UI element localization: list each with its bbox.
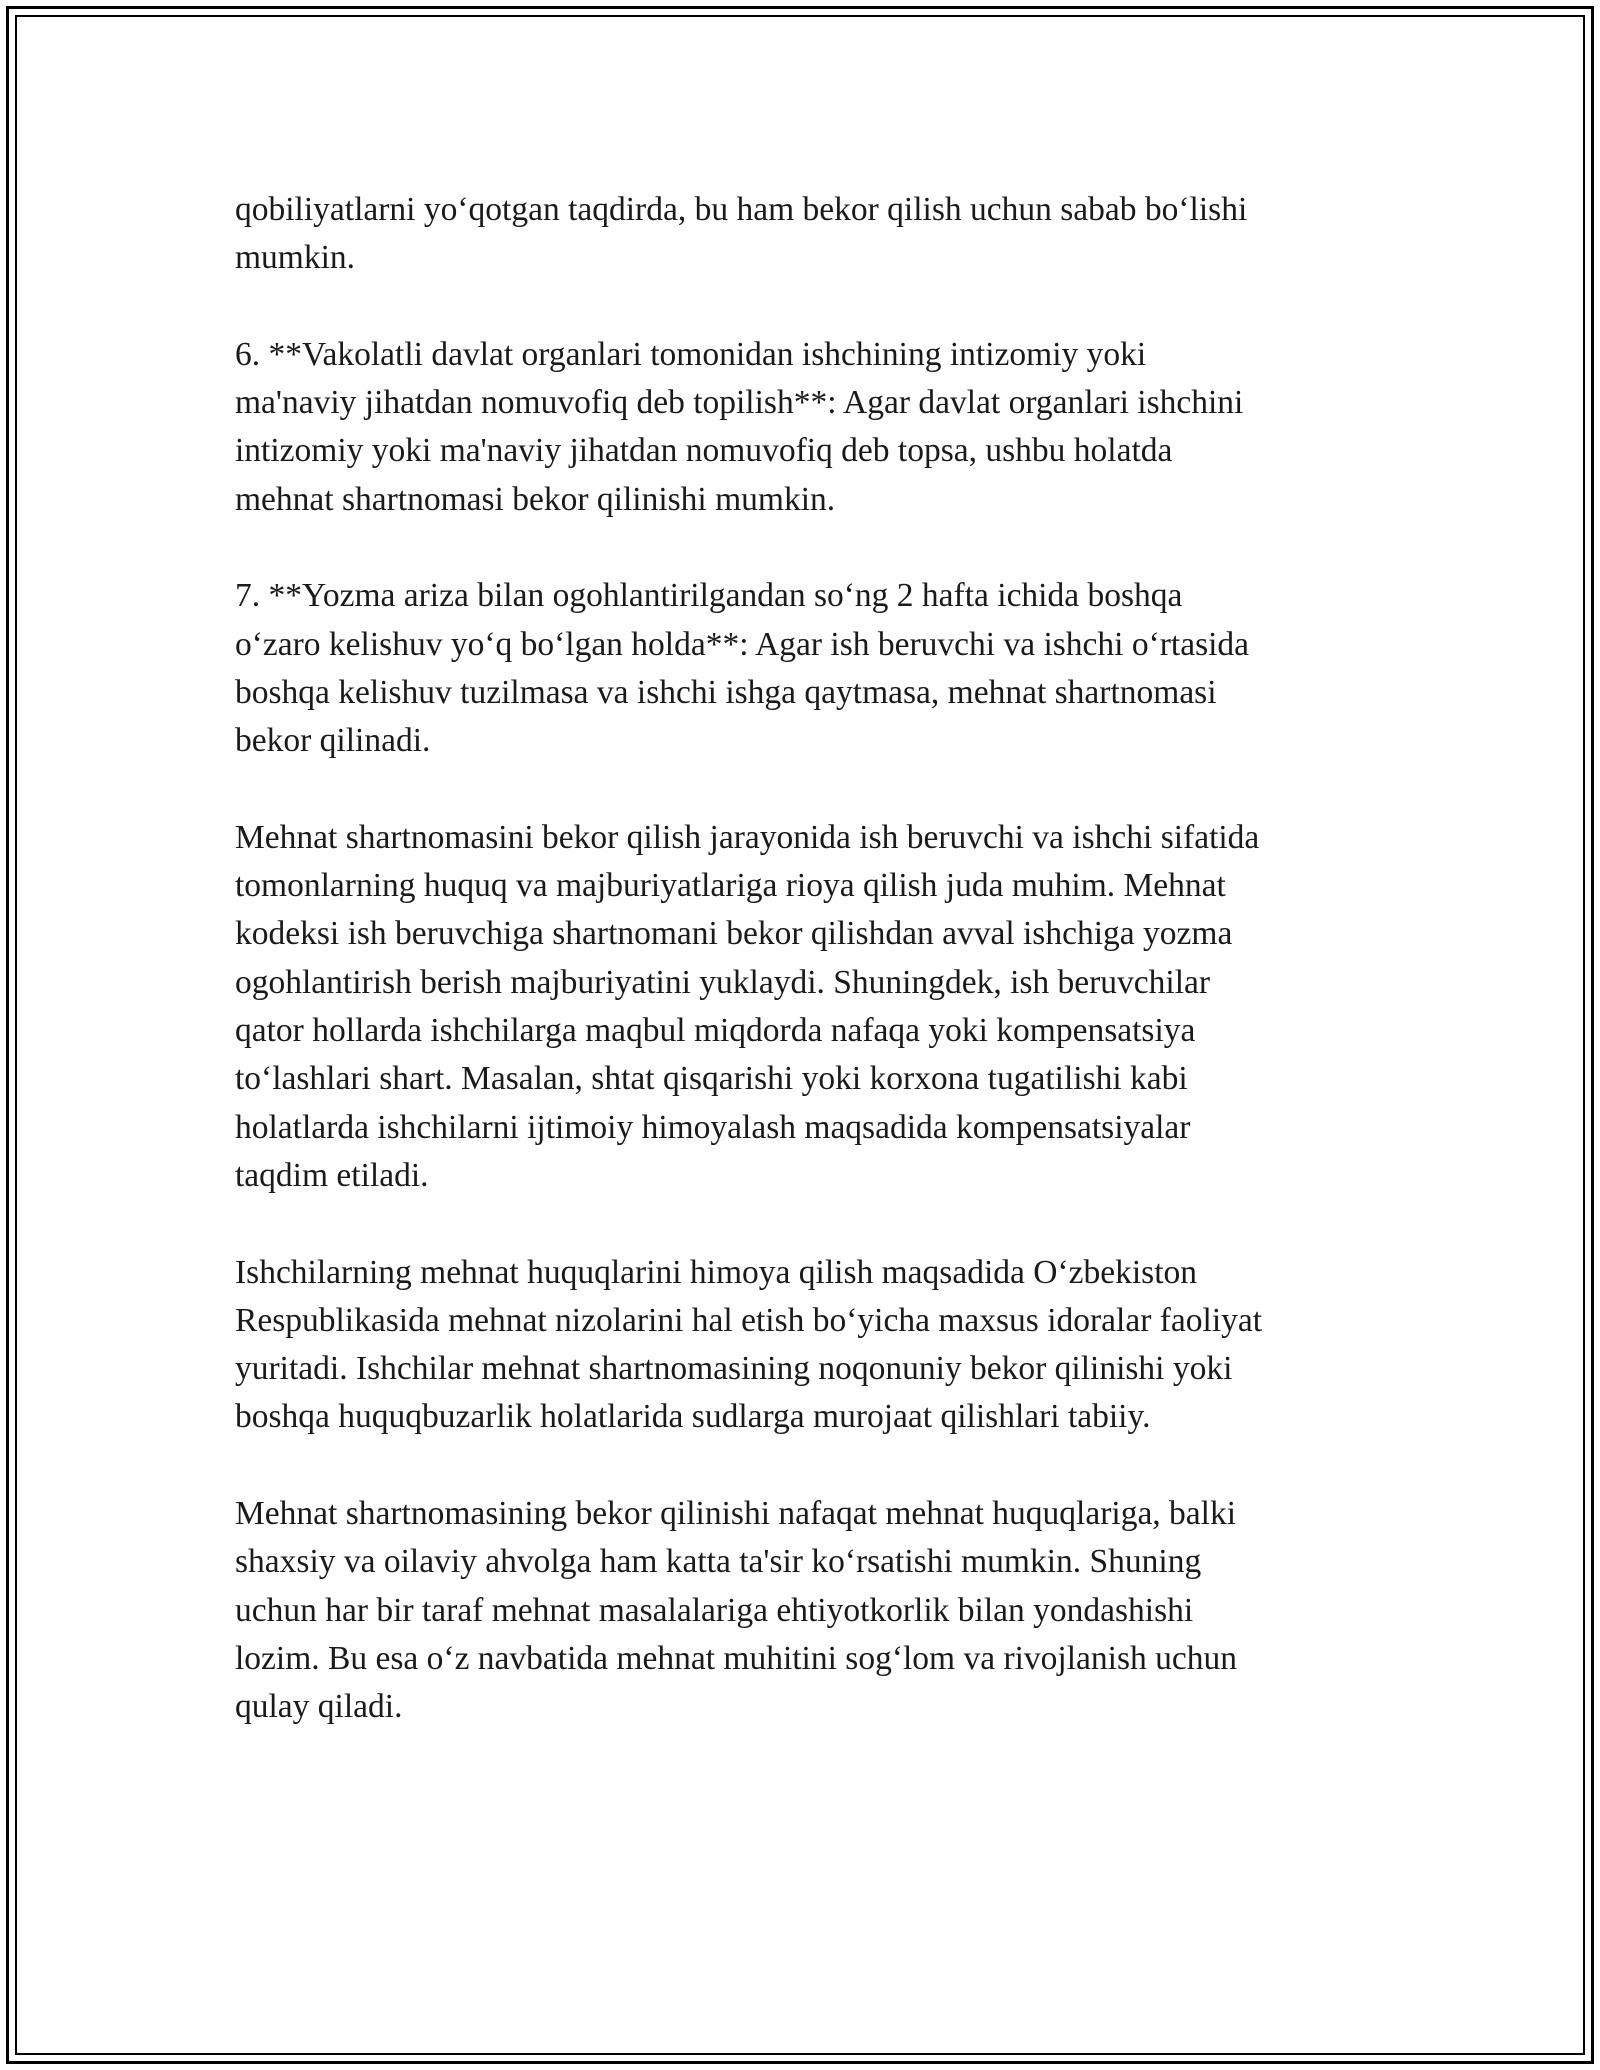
- text-line: qator hollarda ishchilarga maqbul miqdorda nafaqa yoki kompensatsiya: [235, 1012, 1196, 1050]
- text-line: tomonlarning huquq va majburiyatlariga rioya qilish juda muhim. Mehnat: [235, 867, 1226, 905]
- text-line: qulay qiladi.: [235, 1688, 403, 1726]
- text-line: Ishchilarning mehnat huquqlarini himoya qilish maqsadida O‘zbekiston: [235, 1253, 1197, 1291]
- text-line: holatlarda ishchilarni ijtimoiy himoyalash maqsadida kompensatsiyalar: [235, 1108, 1191, 1146]
- text-line: uchun har bir taraf mehnat masalalariga ehtiyotkorlik bilan yondashishi: [235, 1591, 1194, 1629]
- text-line: ma'naviy jihatdan nomuvofiq deb topilish**: Agar davlat organlari ishchini: [235, 384, 1244, 422]
- text-line: intizomiy yoki ma'naviy jihatdan nomuvofiq deb topsa, ushbu holatda: [235, 432, 1173, 470]
- text-line: Mehnat shartnomasini bekor qilish jarayonida ish beruvchi va ishchi sifatida: [235, 818, 1260, 856]
- text-line: lozim. Bu esa o‘z navbatida mehnat muhitini sog‘lom va rivojlanish uchun: [235, 1639, 1238, 1677]
- paragraph-conclusion: [235, 1490, 1370, 1731]
- text-line: yuritadi. Ishchilar mehnat shartnomasining noqonuniy bekor qilinishi yoki: [235, 1350, 1233, 1388]
- text-line: to‘lashlari shart. Masalan, shtat qisqarishi yoki korxona tugatilishi kabi: [235, 1060, 1188, 1098]
- text-line: 6. **Vakolatli davlat organlari tomonidan ishchining intizomiy yoki: [235, 335, 1147, 373]
- paragraph-continuation: [235, 186, 1370, 283]
- text-line: 7. **Yozma ariza bilan ogohlantirilgandan so‘ng 2 hafta ichida boshqa: [235, 577, 1183, 615]
- list-item-6: [235, 331, 1370, 524]
- text-line: taqdim etiladi.: [235, 1156, 429, 1194]
- text-line: o‘zaro kelishuv yo‘q bo‘lgan holda**: Agar ish beruvchi va ishchi o‘rtasida: [235, 625, 1250, 663]
- list-item-7: [235, 572, 1370, 765]
- text-line: bekor qilinadi.: [235, 722, 431, 760]
- text-line: boshqa huquqbuzarlik holatlarida sudlarga murojaat qilishlari tabiiy.: [235, 1398, 1151, 1436]
- document-body: [235, 186, 1370, 1732]
- text-line: mehnat shartnomasi bekor qilinishi mumkin.: [235, 480, 836, 518]
- text-line: qobiliyatlarni yo‘qotgan taqdirda, bu ham bekor qilish uchun sabab bo‘lishi: [235, 191, 1248, 228]
- text-line: kodeksi ish beruvchiga shartnomani bekor qilishdan avval ishchiga yozma: [235, 915, 1233, 953]
- text-line: shaxsiy va oilaviy ahvolga ham katta ta'sir ko‘rsatishi mumkin. Shuning: [235, 1543, 1202, 1581]
- paragraph-labor-disputes: [235, 1249, 1370, 1442]
- text-line: mumkin.: [235, 239, 356, 277]
- text-line: ogohlantirish berish majburiyatini yuklaydi. Shuningdek, ish beruvchilar: [235, 963, 1211, 1001]
- text-line: Respublikasida mehnat nizolarini hal etish bo‘yicha maxsus idoralar faoliyat: [235, 1301, 1263, 1339]
- text-line: boshqa kelishuv tuzilmasa va ishchi ishga qaytmasa, mehnat shartnomasi: [235, 673, 1217, 711]
- text-line: Mehnat shartnomasining bekor qilinishi nafaqat mehnat huquqlariga, balki: [235, 1495, 1237, 1533]
- paragraph-rights-obligations: [235, 814, 1370, 1200]
